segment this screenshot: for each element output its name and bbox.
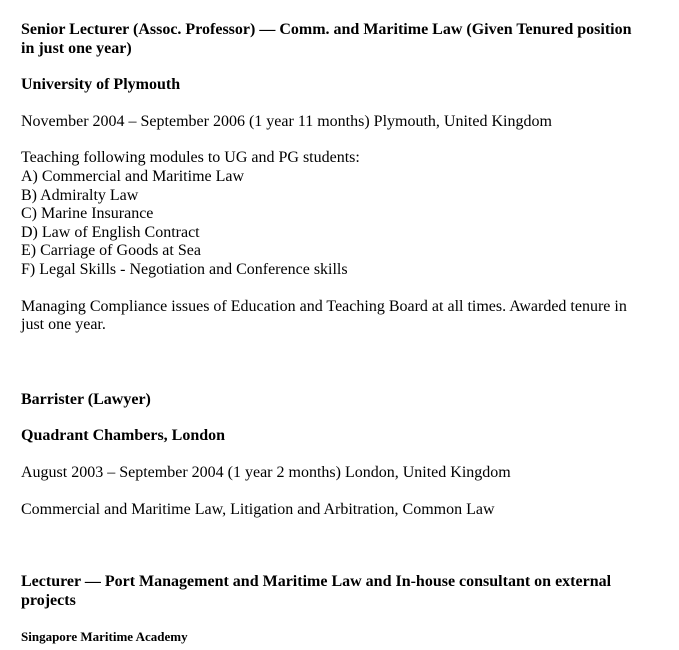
summary-text: Commercial and Maritime Law, Litigation and Arbitration, Common Law	[21, 500, 495, 518]
job-title: Barrister (Lawyer)	[21, 390, 151, 408]
experience-entry-singapore	[21, 573, 641, 647]
job-title: Senior Lecturer (Assoc. Professor) — Comm. and Maritime Law (Given Tenured position in just one year)	[21, 21, 632, 57]
module-item: F) Legal Skills - Negotiation and Conference skills	[21, 260, 348, 278]
organization-name: University of Plymouth	[21, 76, 181, 94]
module-item: A) Commercial and Maritime Law	[21, 167, 245, 185]
modules-list	[21, 149, 641, 279]
organization-name: Singapore Maritime Academy	[21, 629, 188, 645]
organization-name: Quadrant Chambers, London	[21, 427, 226, 445]
experience-entry-quadrant	[21, 391, 641, 519]
module-item: C) Marine Insurance	[21, 205, 154, 223]
modules-intro: Teaching following modules to UG and PG students:	[21, 149, 360, 167]
module-item: E) Carriage of Goods at Sea	[21, 242, 201, 260]
module-item: D) Law of English Contract	[21, 223, 200, 241]
experience-entry-plymouth	[21, 21, 641, 335]
summary-text: Managing Compliance issues of Education and Teaching Board at all times. Awarded tenure in just one year.	[21, 297, 627, 334]
date-location: August 2003 – September 2004 (1 year 2 months) London, United Kingdom	[21, 463, 511, 481]
job-title: Lecturer — Port Management and Maritime Law and In-house consultant on external projects	[21, 573, 612, 609]
date-location: November 2004 – September 2006 (1 year 11 months) Plymouth, United Kingdom	[21, 112, 552, 130]
module-item: B) Admiralty Law	[21, 186, 139, 204]
